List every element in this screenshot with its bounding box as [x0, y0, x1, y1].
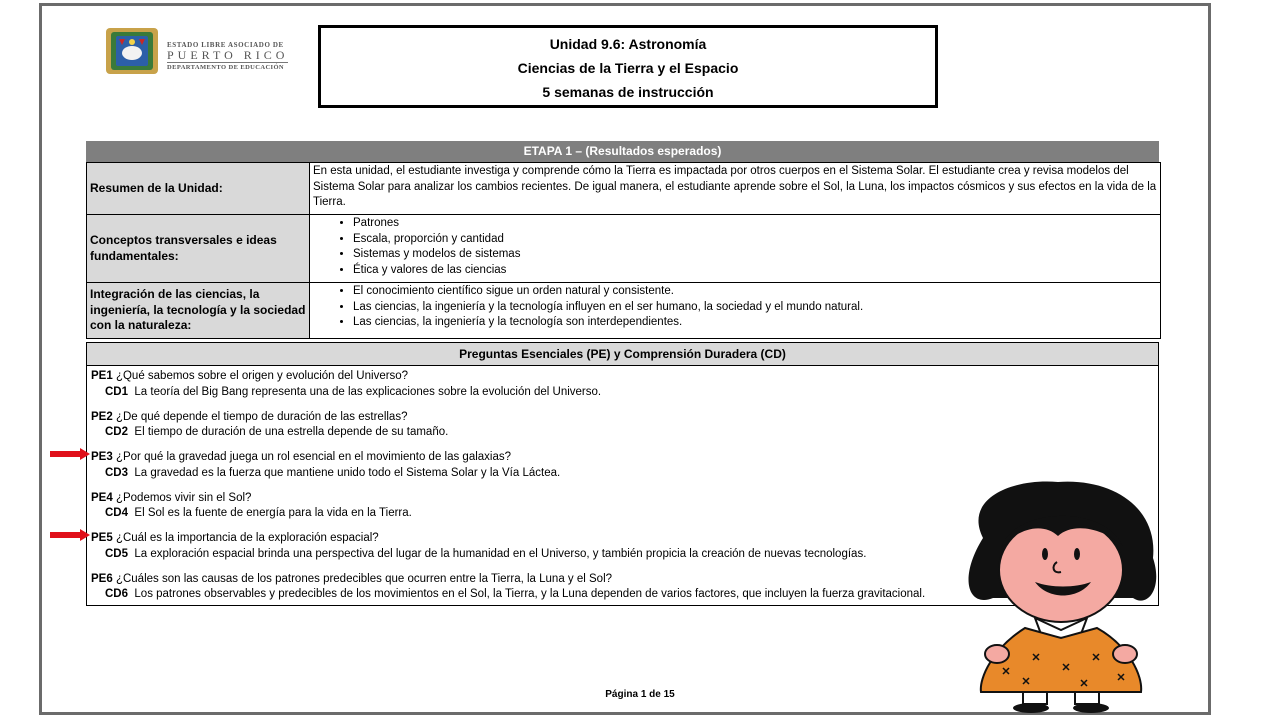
- cd-code: CD5: [105, 547, 129, 560]
- cd-code: CD2: [105, 426, 129, 438]
- org-line-1: ESTADO LIBRE ASOCIADO DE: [167, 41, 284, 49]
- org-line-2: PUERTO RICO: [167, 48, 289, 62]
- cd-code: CD1: [105, 385, 129, 398]
- mafalda-character-illustration: [953, 478, 1165, 714]
- org-line-3: DEPARTAMENTO DE EDUCACIÓN: [167, 62, 288, 71]
- resumen-label: Resumen de la Unidad:: [87, 163, 310, 215]
- list-item: • Sistemas y modelos de sistemas: [353, 247, 1157, 263]
- unit-duration: 5 semanas de instrucción: [542, 84, 714, 100]
- pe-question: ¿Podemos vivir sin el Sol?: [115, 491, 252, 504]
- list-item: • Las ciencias, la ingeniería y la tecnología influyen en el ser humano, la sociedad y el mundo natural.: [353, 300, 1157, 316]
- pe-item: [91, 450, 1154, 481]
- pe-code: PE2: [91, 410, 113, 423]
- pe-code: PE6: [91, 572, 113, 585]
- pe-question: ¿Qué sabemos sobre el origen y evolución del Universo?: [115, 370, 409, 382]
- unit-subject: Ciencias de la Tierra y el Espacio: [517, 60, 739, 76]
- coat-of-arms-icon: [105, 27, 159, 75]
- integracion-label: Integración de las ciencias, la ingeniería, la tecnología y la sociedad con la naturaleza:: [87, 283, 310, 339]
- pe-question: ¿Por qué la gravedad juega un rol esencial en el movimiento de las galaxias?: [115, 451, 512, 463]
- pe-item: [91, 369, 1154, 400]
- list-item: • Las ciencias, la ingeniería y la tecnología son interdependientes.: [353, 315, 1157, 331]
- etapa-table: [86, 162, 1161, 339]
- list-item: • Escala, proporción y cantidad: [353, 232, 1157, 248]
- list-item: • Patrones: [353, 216, 1157, 232]
- red-arrow-icon: [50, 448, 90, 460]
- cd-text: La gravedad es la fuerza que mantiene unido todo el Sistema Solar y la Vía Láctea.: [134, 466, 561, 479]
- list-item: • El conocimiento científico sigue un orden natural y consistente.: [353, 284, 1157, 300]
- list-item: • Ética y valores de las ciencias: [353, 263, 1157, 279]
- cd-code: CD6: [105, 588, 129, 600]
- integracion-cell: [310, 283, 1161, 339]
- conceptos-label: Conceptos transversales e ideas fundamentales:: [87, 215, 310, 283]
- etapa-header: ETAPA 1 – (Resultados esperados): [86, 141, 1159, 162]
- pr-education-logo: [105, 27, 315, 79]
- pe-code: PE3: [91, 451, 113, 463]
- pe-question: ¿De qué depende el tiempo de duración de las estrellas?: [115, 410, 408, 423]
- pe-code: PE4: [91, 491, 113, 504]
- cd-text: La exploración espacial brinda una perspectiva del lugar de la humanidad en el Universo, y también propicia la creación de nuevas tecnologías.: [134, 547, 867, 560]
- cd-text: La teoría del Big Bang representa una de las explicaciones sobre la evolución del Universo.: [134, 385, 602, 398]
- cd-code: CD4: [105, 507, 129, 519]
- cd-code: CD3: [105, 466, 129, 479]
- pe-code: PE1: [91, 370, 113, 382]
- pe-code: PE5: [91, 532, 113, 544]
- cd-text: Los patrones observables y predecibles de los movimientos en el Sol, la Tierra, y la Luna dependen de varios factores, que incluyen la fuerza gravitacional.: [134, 588, 926, 600]
- cd-text: El tiempo de duración de una estrella depende de su tamaño.: [134, 426, 449, 438]
- pe-question: ¿Cuáles son las causas de los patrones predecibles que ocurren entre la Tierra, la Luna y el Sol?: [115, 572, 613, 585]
- conceptos-cell: [310, 215, 1161, 283]
- pe-question: ¿Cuál es la importancia de la exploración espacial?: [115, 532, 379, 544]
- cd-text: El Sol es la fuente de energía para la vida en la Tierra.: [134, 507, 412, 519]
- red-arrow-icon: [50, 529, 90, 541]
- resumen-text: En esta unidad, el estudiante investiga y comprende cómo la Tierra es impactada por otros cuerpos en el Sistema Solar. El estudiante crea y revisa modelos del Sistema Solar para analizar los cambios recientes. De igual manera, el estudiante aprende sobre el Sol, la Luna, los impactos cósmicos y sus efectos en la vida de la Tierra.: [310, 163, 1161, 215]
- page-number: Página 1 de 15: [605, 689, 675, 700]
- pe-item: [91, 410, 1154, 441]
- pe-section-header: Preguntas Esenciales (PE) y Comprensión Duradera (CD): [87, 343, 1158, 366]
- unit-title-box: [318, 25, 938, 108]
- unit-title: Unidad 9.6: Astronomía: [549, 36, 707, 52]
